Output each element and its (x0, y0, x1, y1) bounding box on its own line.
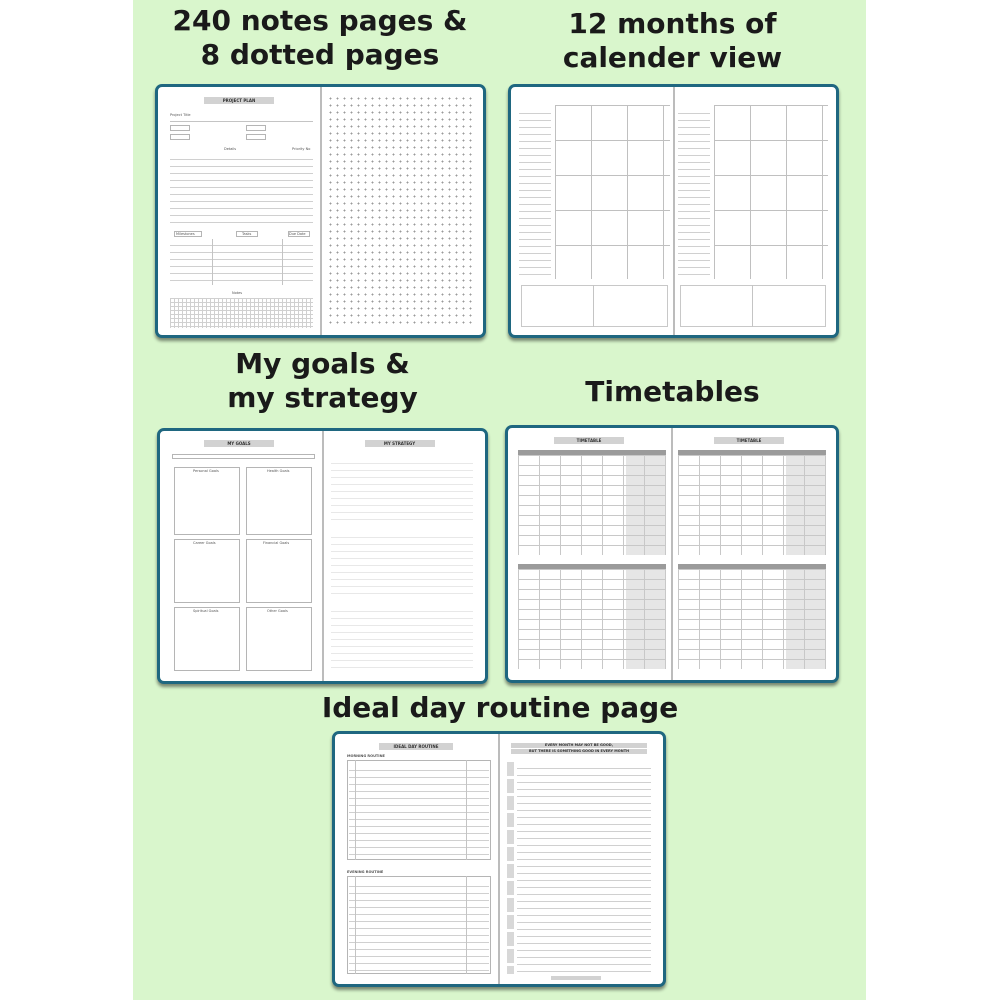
goals-book (157, 428, 488, 684)
evening-routine-lines (349, 880, 489, 972)
my-goals-page (166, 437, 321, 675)
timetable-title: TIMETABLE (554, 437, 624, 444)
ideal-day-routine-page (341, 740, 497, 978)
project-plan-page (164, 93, 319, 329)
goals-heading-line2: my strategy (227, 381, 418, 414)
due-date-label: Due Date (289, 232, 306, 236)
timetables-book (505, 425, 839, 683)
my-strategy-page (325, 437, 480, 675)
project-plan-title: PROJECT PLAN (204, 97, 274, 104)
dot-grid (327, 95, 476, 327)
goal-box: Spiritual Goals (174, 607, 240, 671)
calendar-page-left (517, 93, 672, 329)
goals-name-field (172, 454, 315, 459)
goal-box: Financial Goals (246, 539, 312, 603)
footer-tag (551, 976, 601, 980)
month-notes-column (678, 107, 710, 277)
month-quote-page (501, 740, 657, 978)
calendar-page-right (676, 93, 831, 329)
timetable-page-left (514, 434, 670, 674)
dotted-page (323, 93, 478, 329)
book-spine (671, 428, 673, 680)
timetables-heading-text: Timetables (585, 375, 760, 408)
notes-grid (170, 298, 313, 328)
task-lines (170, 239, 313, 285)
calendar-book (508, 84, 839, 338)
timetable-grid (518, 455, 666, 555)
quote-line-1: EVERY MONTH MAY NOT BE GOOD, (511, 743, 647, 748)
goals-box (521, 285, 668, 327)
details-label: Details (224, 147, 237, 151)
book-spine (322, 431, 324, 681)
timetable-grid (678, 569, 826, 669)
strategy-lines (331, 605, 474, 671)
notes-heading-line1: 240 notes pages & (172, 4, 468, 37)
routine-book (332, 731, 666, 987)
ideal-day-routine-title: IDEAL DAY ROUTINE (379, 743, 453, 750)
my-goals-title: MY GOALS (204, 440, 274, 447)
routine-heading (300, 691, 700, 725)
notes-heading-line2: 8 dotted pages (200, 38, 440, 71)
quote-line-2: BUT THERE IS SOMETHING GOOD IN EVERY MONTH (511, 749, 647, 754)
goal-box: Other Goals (246, 607, 312, 671)
calendar-grid (714, 105, 829, 279)
goal-box: Career Goals (174, 539, 240, 603)
calendar-heading-line2: calender view (562, 41, 783, 74)
priority-label: Priority No (292, 147, 311, 151)
date-field (246, 134, 266, 140)
goals-heading-line1: My goals & (235, 347, 410, 380)
calendar-heading-line1: 12 months of (568, 7, 777, 40)
timetable-grid (518, 569, 666, 669)
strategy-lines (331, 457, 474, 521)
book-spine (498, 734, 500, 984)
goal-box: Health Goals (246, 467, 312, 535)
calendar-heading (510, 7, 835, 75)
calendar-grid (555, 105, 670, 279)
goal-box: Personal Goals (174, 467, 240, 535)
date-field (170, 125, 190, 131)
timetable-grid (678, 455, 826, 555)
notes-book (155, 84, 486, 338)
book-spine (673, 87, 675, 335)
goals-box (680, 285, 827, 327)
details-lines (170, 153, 313, 223)
strategy-lines (331, 531, 474, 595)
date-field (246, 125, 266, 131)
routine-heading-text: Ideal day routine page (321, 691, 679, 724)
morning-routine-lines (349, 764, 489, 858)
project-title-label: Project Title (170, 113, 191, 117)
timetable-page-right (674, 434, 830, 674)
morning-routine-label: MORNING ROUTINE (347, 754, 385, 758)
milestones-label: Milestones (176, 232, 195, 236)
notes-label: Notes (232, 291, 243, 295)
timetables-heading (510, 375, 835, 409)
month-tab-column (507, 762, 514, 974)
my-strategy-title: MY STRATEGY (365, 440, 435, 447)
month-notes-column (519, 107, 551, 277)
evening-routine-label: EVENING ROUTINE (347, 870, 384, 874)
book-spine (320, 87, 322, 335)
month-quote-lines (517, 762, 651, 974)
notes-heading (160, 4, 480, 72)
goals-heading (160, 347, 485, 415)
timetable-title: TIMETABLE (714, 437, 784, 444)
date-field (170, 134, 190, 140)
tasks-label: Tasks (242, 232, 252, 236)
